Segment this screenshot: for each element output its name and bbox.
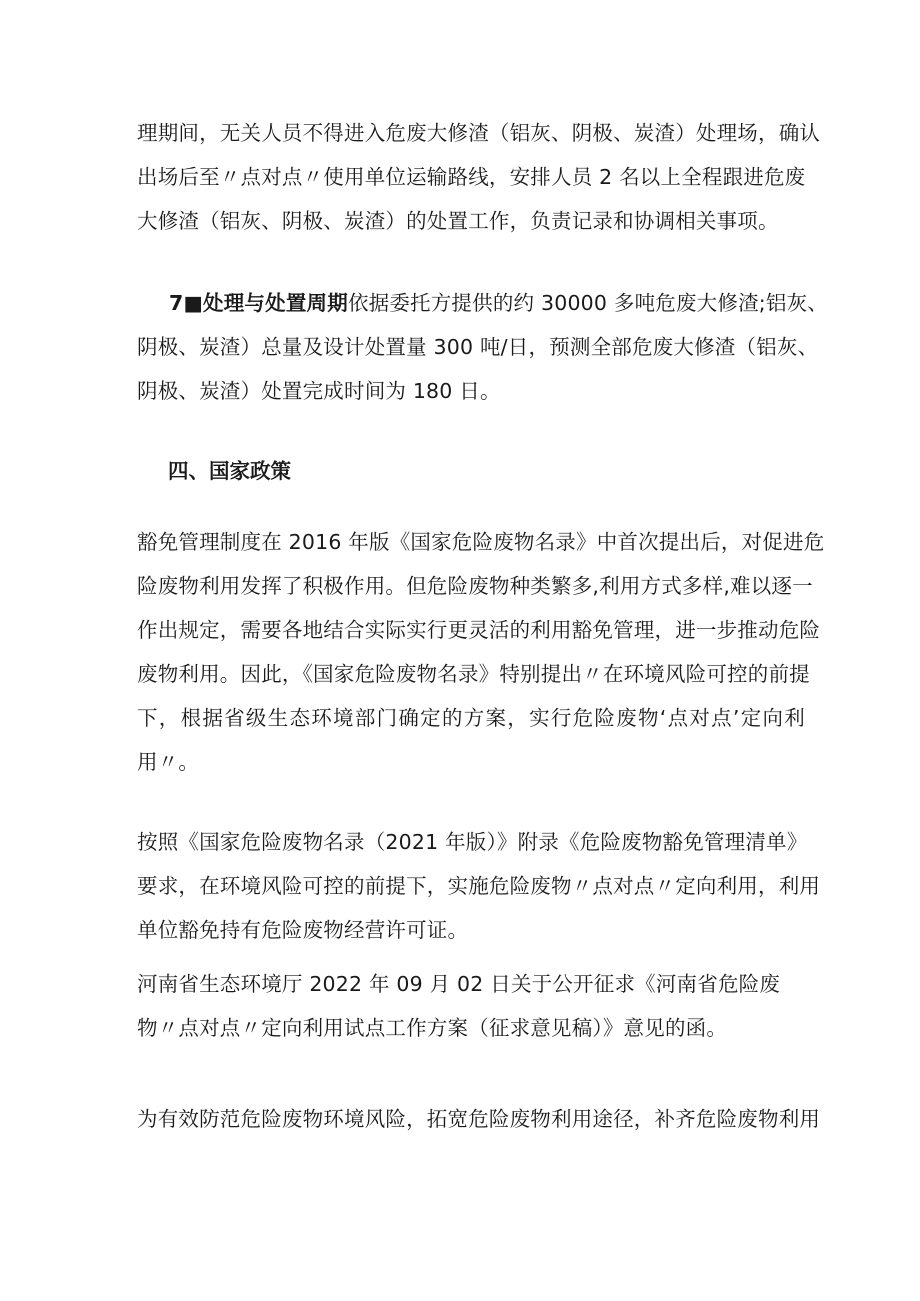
section-label: 7■处理与处置周期 [169,291,348,315]
text-line: 河南省生态环境厅 2022 年 09 月 02 日关于公开征求《河南省危险废 [137,972,781,996]
text-line [137,281,828,325]
text-line: 单位豁免持有危险废物经营许可证。 [137,918,469,942]
text-line: 作出规定，需要各地结合实际实行更灵活的利用豁免管理，进一步推动危险 [137,618,821,642]
text-line: 要求，在环境风险可控的前提下，实施危险废物〃点对点〃定向利用，利用 [137,874,821,898]
paragraph-purpose [137,1097,821,1141]
text-line: 按照《国家危险废物名录（2021 年版）》附录《危险废物豁免管理清单》 [137,830,808,854]
text-line: 大修渣（铝灰、阴极、炭渣）的处置工作，负责记录和协调相关事项。 [137,209,779,233]
text-line: 理期间，无关人员不得进入危废大修渣（铝灰、阴极、炭渣）处理场，确认 [137,121,821,145]
text-line: 为有效防范危险废物环境风险，拓宽危险废物利用途径，补齐危险废物利用 [137,1107,821,1131]
text-line: 阴极、炭渣）处置完成时间为 180 日。 [137,379,501,403]
paragraph-henan-notice [137,962,805,1050]
text-line: 险废物利用发挥了积极作用。但危险废物种类繁多,利用方式多样,难以逐一 [137,574,813,598]
text-line: 废物利用。因此，《国家危险废物名录》特别提出〃在环境风险可控的前提 [137,662,810,686]
text-line: 阴极、炭渣）总量及设计处置量 300 吨/日，预测全部危废大修渣（铝灰、 [137,335,819,359]
section-heading: 四、国家政策 [168,459,291,483]
text-line: 物〃点对点〃定向利用试点工作方案（征求意见稿）》意见的函。 [137,1016,728,1040]
paragraph-exemption-policy [137,520,825,784]
text-line: 豁免管理制度在 2016 年版《国家危险废物名录》中首次提出后，对促进危 [137,530,825,554]
text-line: 下，根据省级生态环境部门确定的方案，实行危险废物‘点对点’定向利 [137,706,805,730]
text-fragment: 依据委托方提供的约 30000 多吨危废大修渣;铝灰、 [347,291,828,315]
text-line: 用〃。 [137,750,200,774]
paragraph-disposal-process [137,111,821,243]
text-line: 出场后至〃点对点〃使用单位运输路线，安排人员 2 名以上全程跟进危废 [137,165,806,189]
paragraph-directory-requirements [137,820,821,952]
paragraph-disposal-period [137,281,828,413]
